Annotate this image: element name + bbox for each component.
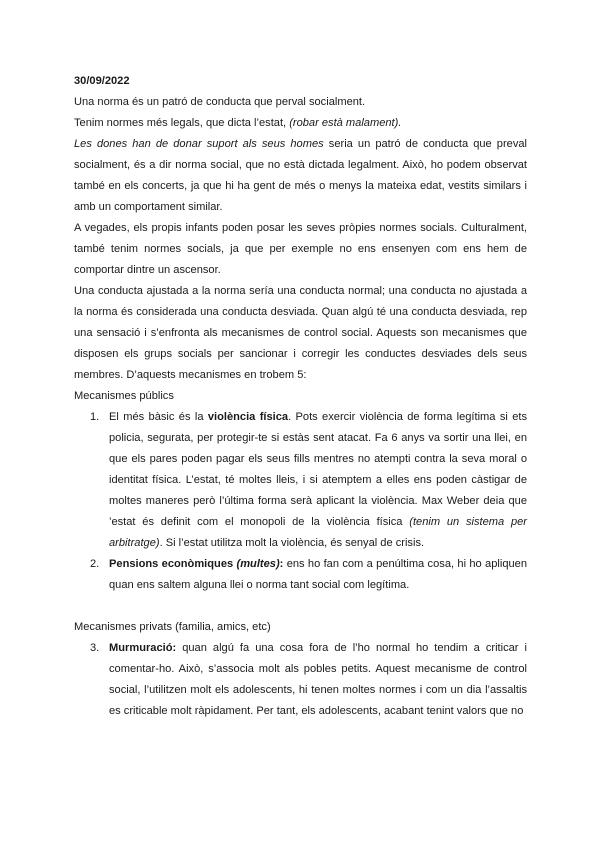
item-bold-term: violència física: [207, 411, 289, 423]
item-bold-term: Pensions econòmiques: [109, 558, 237, 570]
list-item-economic-penalties: [74, 554, 527, 596]
list-number: 3.: [90, 642, 100, 654]
item-bold-italic-term: (multes): [236, 558, 280, 570]
section-title-private-mechanisms: Mecanismes privats (familia, amics, etc): [74, 621, 271, 633]
date-heading: 30/09/2022: [74, 75, 130, 87]
legal-norms-text: Tenim normes més legals, que dicta l’estat,: [74, 117, 290, 129]
item-text: ens ho fan com a penúltima cosa, hi ho apliquen quan ens saltem alguna llei o norma tant social com legítima.: [109, 558, 527, 591]
document-body: [74, 71, 527, 722]
list-number: 1.: [90, 411, 100, 423]
list-item-gossip: [74, 638, 527, 722]
item-bold-term: Murmuració:: [109, 642, 177, 654]
item-text: . Pots exercir violència de forma legítima si ets policia, segurata, per protegir-te si estàs sent atacat. Fa 6 anys va sortir una llei, en que els pares poden pagar els seus fills mentres no atempti contra la seva moral o identitat física. L’estat, té moltes lleis, i si atemptem a elles ens poden càstigar de moltes maneres però l’última forma serà aplicant la violència. Max Weber deia que ’estat és definit com el monopoli de la violència física: [109, 411, 527, 528]
paragraph-social-norm: [74, 134, 527, 218]
social-norm-text: seria un patró de conducta que preval socialment, és a dir norma social, que no està dictada legalment. Això, ho podem observat també en els concerts, ja que hi ha gent de més o menys la mateixa edat, vestits similars i amb un comportament similar.: [74, 138, 527, 213]
legal-norms-example: (robar està malament).: [289, 117, 402, 129]
item-text: . Si l’estat utilitza molt la violència, és senyal de crisis.: [159, 537, 425, 549]
item-italic-note: (tenim un sistema per arbitratge): [109, 516, 527, 549]
paragraph-deviant-conduct: Una conducta ajustada a la norma sería una conducta normal; una conducta no ajustada a la norma és considerada una conducta desviada. Quan algú té una conducta desviada, rep una sensació i s’enfronta als mecanismes de control social. Aquests son mecanismes que disposen els grups socials per sancionar i corregir les conductes desviades dels seus membres. D’aquests mecanismes en trobem 5:: [74, 285, 527, 381]
item-bold-colon: :: [279, 558, 284, 570]
paragraph-children-norms: A vegades, els propis infants poden posar les seves pròpies normes socials. Culturalment, també tenim normes socials, ja que per exemple no ens ensenyen com ens hem de comportar dintre un ascensor.: [74, 222, 527, 276]
list-number: 2.: [90, 558, 100, 570]
list-item-physical-violence: [74, 407, 527, 554]
paragraph-norma-definition: Una norma és un patró de conducta que perval socialment.: [74, 96, 366, 108]
social-norm-example: Les dones han de donar suport als seus homes: [74, 138, 324, 150]
paragraph-legal-norms: [74, 113, 527, 134]
item-text: El més bàsic és la: [109, 411, 208, 423]
section-title-public-mechanisms: Mecanismes públics: [74, 390, 174, 402]
item-text: quan algú fa una cosa fora de l’ho normal ho tendim a criticar i comentar-ho. Això, s’associa molt als pobles petits. Aquest mecanisme de control social, l’utilitzen molt els adolescents, hi tenen moltes normes i com un dia l’assaltis es criticable molt ràpidament. Per tant, els adolescents, acabant tenint valors que no: [109, 642, 527, 717]
private-mechanisms-list: [74, 638, 527, 722]
public-mechanisms-list: [74, 407, 527, 596]
blank-line: [74, 596, 527, 617]
